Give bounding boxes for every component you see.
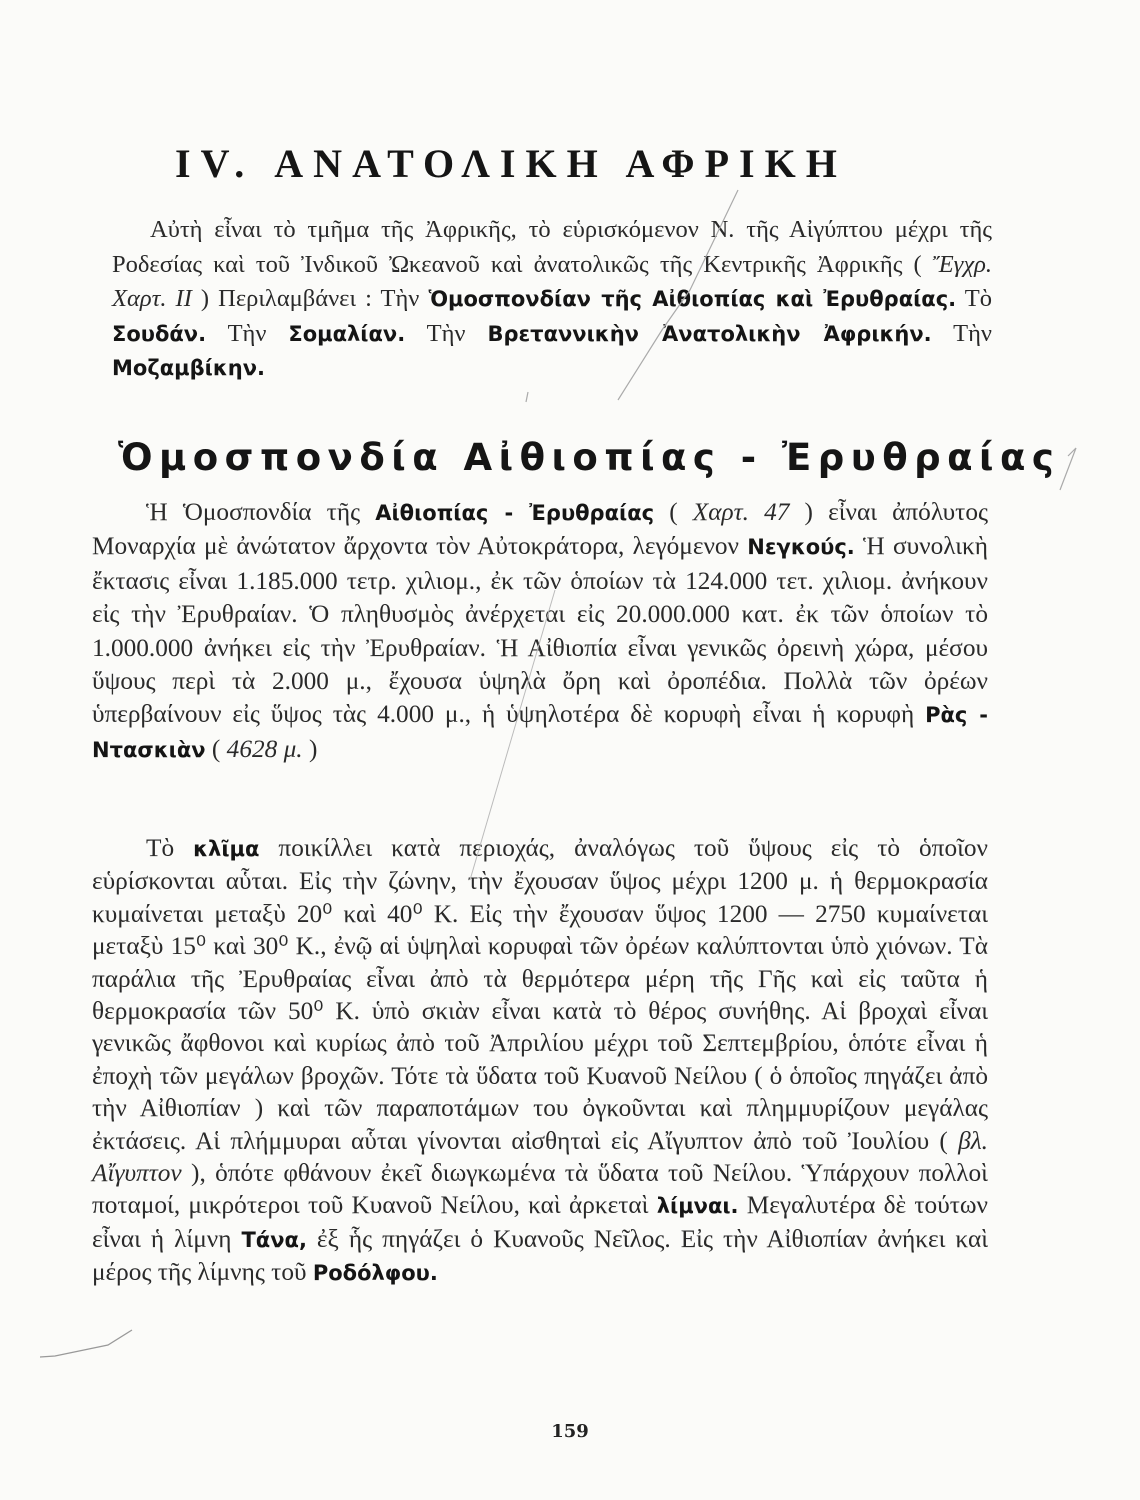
body-text: ἐξ ἧς πηγάζει ὁ Κυανοῦς Νεῖλος. Εἰς τὴν Αἰθιοπίαν ἀνήκει καὶ μέρος τῆς λίμνης τοῦ (92, 1224, 989, 1287)
cross-reference: βλ. Αἴγυπτον (92, 1126, 988, 1188)
federation-term: Ὁμοσπονδίαν τῆς Αἰθιοπίας καὶ Ἐρυθραίας. (428, 287, 957, 311)
ethiopia-paragraph (92, 496, 988, 767)
page-number: 159 (551, 1421, 589, 1442)
body-text: Μεγαλυτέρα δὲ τούτων εἶναι ἡ λίμνη (92, 1191, 988, 1253)
map-reference: Ἔγχρ. Χαρτ. II (112, 250, 992, 312)
lake-rudolf-term: Ροδόλφου. (312, 1261, 438, 1286)
intro-text: Αὐτὴ εἶναι τὸ τμῆμα τῆς Ἀφρικῆς, τὸ εὑρισκόμενον Ν. τῆς Αἰγύπτου μέχρι τῆς Ροδεσίας καὶ τοῦ Ἰνδικοῦ Ὠκεανοῦ καὶ ἀνατολικῶς τῆς Κεντρικῆς Ἀφρικῆς ( (112, 216, 992, 278)
body-text: ποικίλλει κατὰ περιοχάς, ἀναλόγως τοῦ ὕψους εἰς τὸ ὁποῖον εὑρίσκονται αὗται. Εἰς τὴν ζώνην, τὴν ἔχουσαν ὕψος μέχρι 1200 μ. ἡ θερμοκρασία κυμαίνεται μεταξὺ 20⁰ καὶ 40⁰ Κ. Εἰς τὴν ἔχουσαν ὕψος 1200 — 2750 κυμαίνεται μεταξὺ 15⁰ καὶ 30⁰ Κ., ἐνῷ αἱ ὑψηλαὶ κορυφαὶ τῶν ὀρέων καλύπτονται ὑπὸ χιόνων. Τὰ παράλια τῆς Ἐρυθραίας εἶναι ἀπὸ τὰ θερμότερα μέρη τῆς Γῆς καὶ εἰς ταῦτα ἡ θερμοκρασία τῶν 50⁰ Κ. ὑπὸ σκιὰν εἶναι κατὰ τὸ θέρος συνήθης. Αἱ βροχαὶ εἶναι γενικῶς ἄφθονοι καὶ κυρίως ἀπὸ τοῦ Ἀπριλίου μέχρι τοῦ Σεπτεμβρίου, ὁπότε εἶναι ἡ ἐποχὴ τῶν μεγάλων βροχῶν. Τότε τὰ ὕδατα τοῦ Κυανοῦ Νείλου ( ὁ ὁποῖος πηγάζει ἀπὸ τὴν Αἰθιοπίαν ) καὶ τῶν παραποτάμων του ὀγκοῦνται καὶ πλημμυρίζουν μεγάλας ἐκτάσεις. Αἱ πλήμμυραι αὗται γίνονται αἰσθηταὶ εἰς Αἴγυπτον ἀπὸ τοῦ Ἰουλίου ( (92, 834, 988, 1155)
british-east-africa-term: Βρεταννικὴν Ἀνατολικὴν Ἀφρικήν. (487, 321, 932, 346)
body-text: ( (654, 498, 678, 526)
body-text: ) εἶναι ἀπόλυτος Μοναρχία μὲ ἀνώτατον ἄρχοντα τὸν Αὐτοκράτορα, λεγόμενον (92, 498, 988, 561)
climate-term: κλῖμα (193, 837, 260, 861)
body-text: Ἡ συνολικὴ ἔκτασις εἶναι 1.185.000 τετρ. χιλιομ., ἐκ τῶν ὁποίων τὰ 124.000 τετ. χιλιομ. ἀνήκουν εἰς τὴν Ἐρυθραίαν. Ὁ πληθυσμὸς ἀνέρχεται εἰς 20.000.000 κατ. ἐκ τῶν ὁποίων τὸ 1.000.000 ἀνήκει εἰς τὴν Ἐρυθραίαν. Ἡ Αἰθιοπία εἶναι γενικῶς ὀρεινὴ χώρα, μέσου ὕψους περὶ τὰ 2.000 μ., ἔχουσα ὑψηλὰ ὄρη καὶ ὀροπέδια. Πολλὰ τῶν ὀρέων ὑπερβαίνουν εἰς ὕψος τὰς 4.000 μ., ἡ ὑψηλοτέρα δὲ κορυφὴ εἶναι ἡ κορυφὴ (92, 532, 988, 729)
negus-term: Νεγκούς. (747, 535, 855, 560)
body-text: ) (308, 734, 318, 763)
lake-tana-term: Τάνα, (241, 1227, 307, 1252)
somalia-term: Σομαλίαν. (288, 321, 406, 346)
intro-text: Τὴν (405, 319, 488, 347)
intro-text: Τὸ (956, 285, 992, 312)
lakes-term: λίμναι. (656, 1194, 739, 1219)
section-heading: Ὁμοσπονδία Αἰθιοπίας - Ἐρυθραίας (118, 436, 1061, 479)
height-reference: 4628 μ. (220, 734, 309, 763)
chapter-title: IV. ΑΝΑΤΟΛΙΚΗ ΑΦΡΙΚΗ (175, 141, 847, 186)
ethiopia-eritrea-term: Αἰθιοπίας - Ἐρυθραίας (375, 501, 655, 525)
mozambique-term: Μοζαμβίκην. (112, 356, 265, 380)
ras-dashen-term: Ρὰς - Ντασκιὰν (92, 703, 988, 762)
climate-paragraph (92, 832, 988, 1290)
pen-stroke (40, 1330, 132, 1357)
body-text: ), ὁπότε φθάνουν ἐκεῖ διωγκωμένα τὰ ὕδατα τοῦ Νείλου. Ὑπάρχουν πολλοὶ ποταμοί, μικρότεροι τοῦ Κυανοῦ Νείλου, καὶ ἀρκεταὶ (92, 1159, 988, 1220)
pen-stroke (1060, 448, 1076, 490)
body-text: Τὸ (146, 834, 194, 862)
body-text: ( (205, 734, 221, 763)
intro-paragraph (112, 213, 992, 386)
pen-stroke (526, 392, 528, 402)
map-reference: Χαρτ. 47 (677, 498, 805, 526)
intro-text: Τὴν (931, 319, 992, 347)
sudan-term: Σουδάν. (112, 321, 207, 346)
body-text: Ἡ Ὁμοσπονδία τῆς (146, 498, 376, 526)
intro-text: ) Περιλαμβάνει : Τὴν (200, 285, 429, 312)
intro-text: Τὴν (206, 319, 289, 347)
